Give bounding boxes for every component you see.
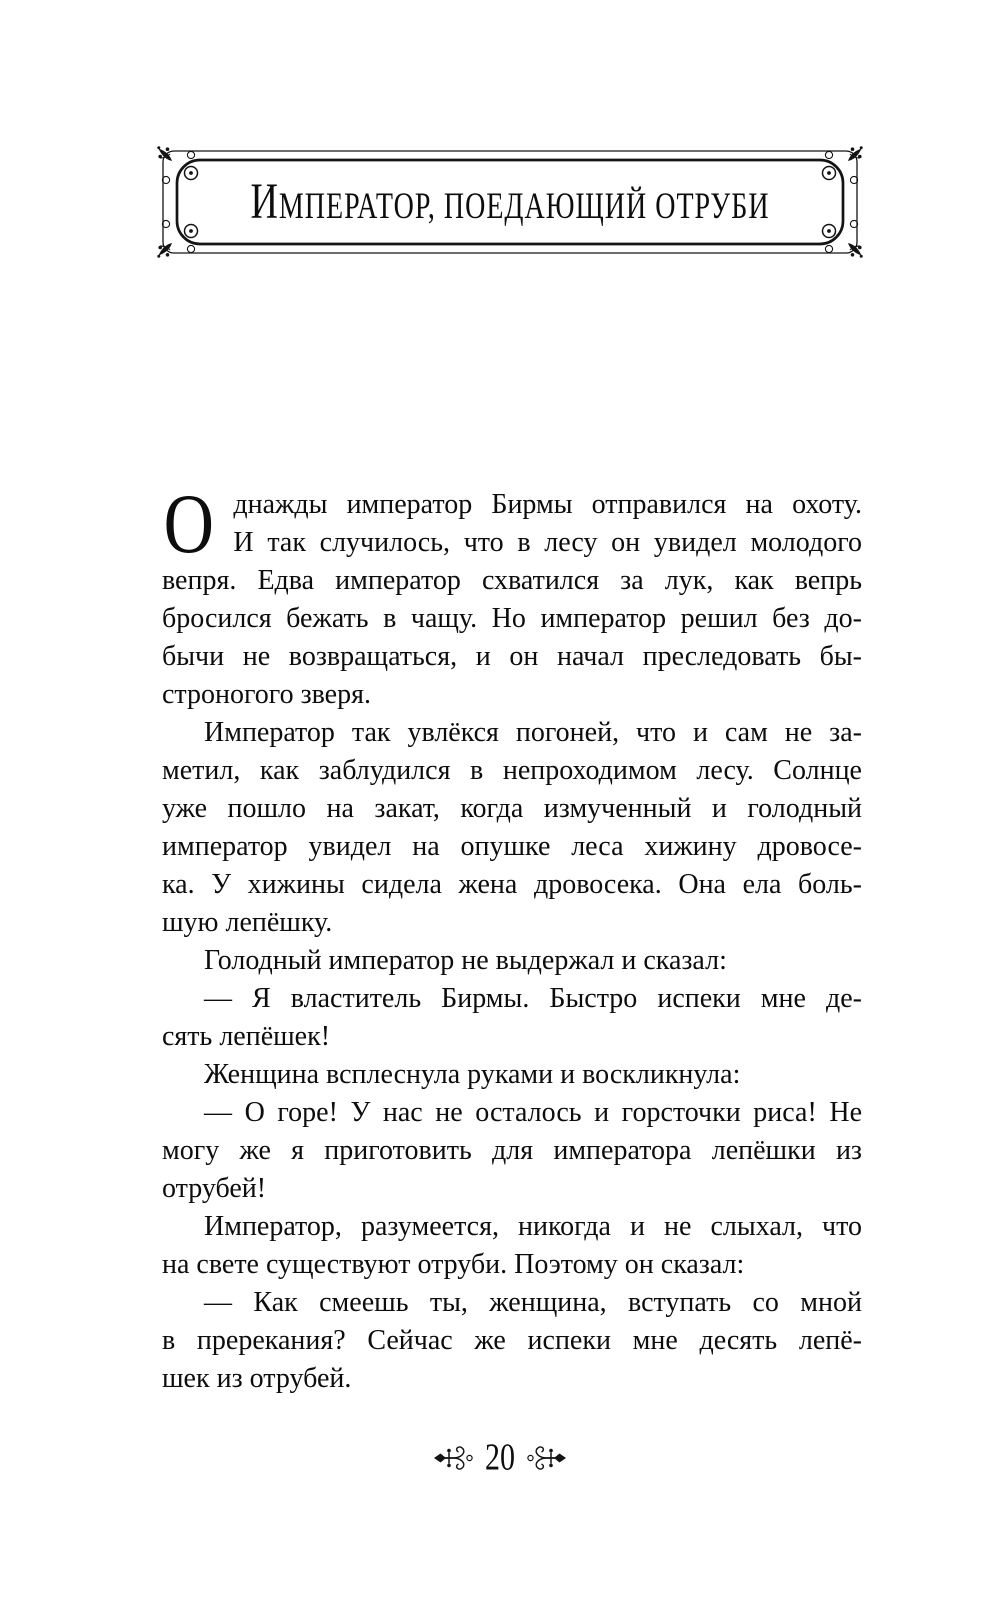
text-line: на свете существуют отруби. Поэтому он сказал: [162, 1249, 745, 1280]
text-line: — Я властитель Бирмы. Быстро испеки мне де- [204, 983, 862, 1014]
text-line: ка. У хижины сидела жена дровосека. Она ела боль- [162, 869, 862, 900]
chapter-title-text: МПЕРАТОР, ПОЕДАЮЩИЙ ОТРУБИ [278, 185, 770, 228]
text-line: — Как смеешь ты, женщина, вступать со мной [204, 1287, 862, 1318]
drop-cap: О [163, 477, 214, 571]
fleuron-right-icon [527, 1443, 567, 1473]
text-line: Император так увлёкся погоней, что и сам не за- [204, 717, 862, 748]
chapter-header-frame [157, 146, 863, 258]
text-line: отрубей! [162, 1173, 267, 1204]
text-line: строногого зверя. [162, 679, 371, 710]
text-line: Император, разумеется, никогда и не слыхал, что [204, 1211, 862, 1242]
text-line: уже пошло на закат, когда измученный и голодный [162, 793, 862, 824]
text-line: днажды император Бирмы отправился на охоту. [233, 489, 862, 520]
text-line: И так случилось, что в лесу он увидел молодого [233, 527, 862, 558]
text-line: метил, как заблудился в непроходимом лесу. Солнце [162, 755, 862, 786]
text-line: шую лепёшку. [162, 907, 333, 938]
text-line: Женщина всплеснула руками и воскликнула: [204, 1059, 741, 1090]
text-line: вепря. Едва император схватился за лук, как вепрь [162, 565, 862, 596]
text-line: в пререкания? Сейчас же испеки мне десять лепё- [162, 1325, 862, 1356]
fleuron-left-icon [433, 1443, 473, 1473]
text-line: сять лепёшек! [162, 1021, 331, 1052]
text-line: император увидел на опушке леса хижину дровосе- [162, 831, 862, 862]
text-line: могу же я приготовить для императора лепёшки из [162, 1135, 862, 1166]
chapter-title-initial: И [250, 173, 279, 231]
text-line: Голодный император не выдержал и сказал: [204, 945, 727, 976]
text-line: шек из отрубей. [162, 1363, 352, 1394]
text-line: бычи не возвращаться, и он начал преследовать бы- [162, 641, 862, 672]
page-footer [0, 1436, 1000, 1480]
chapter-title [250, 173, 770, 231]
page-number: 20 [485, 1436, 515, 1479]
text-line: бросился бежать в чащу. Но император решил без до- [162, 603, 862, 634]
story-text [162, 477, 862, 1398]
text-line: — О горе! У нас не осталось и горсточки риса! Не [204, 1097, 862, 1128]
